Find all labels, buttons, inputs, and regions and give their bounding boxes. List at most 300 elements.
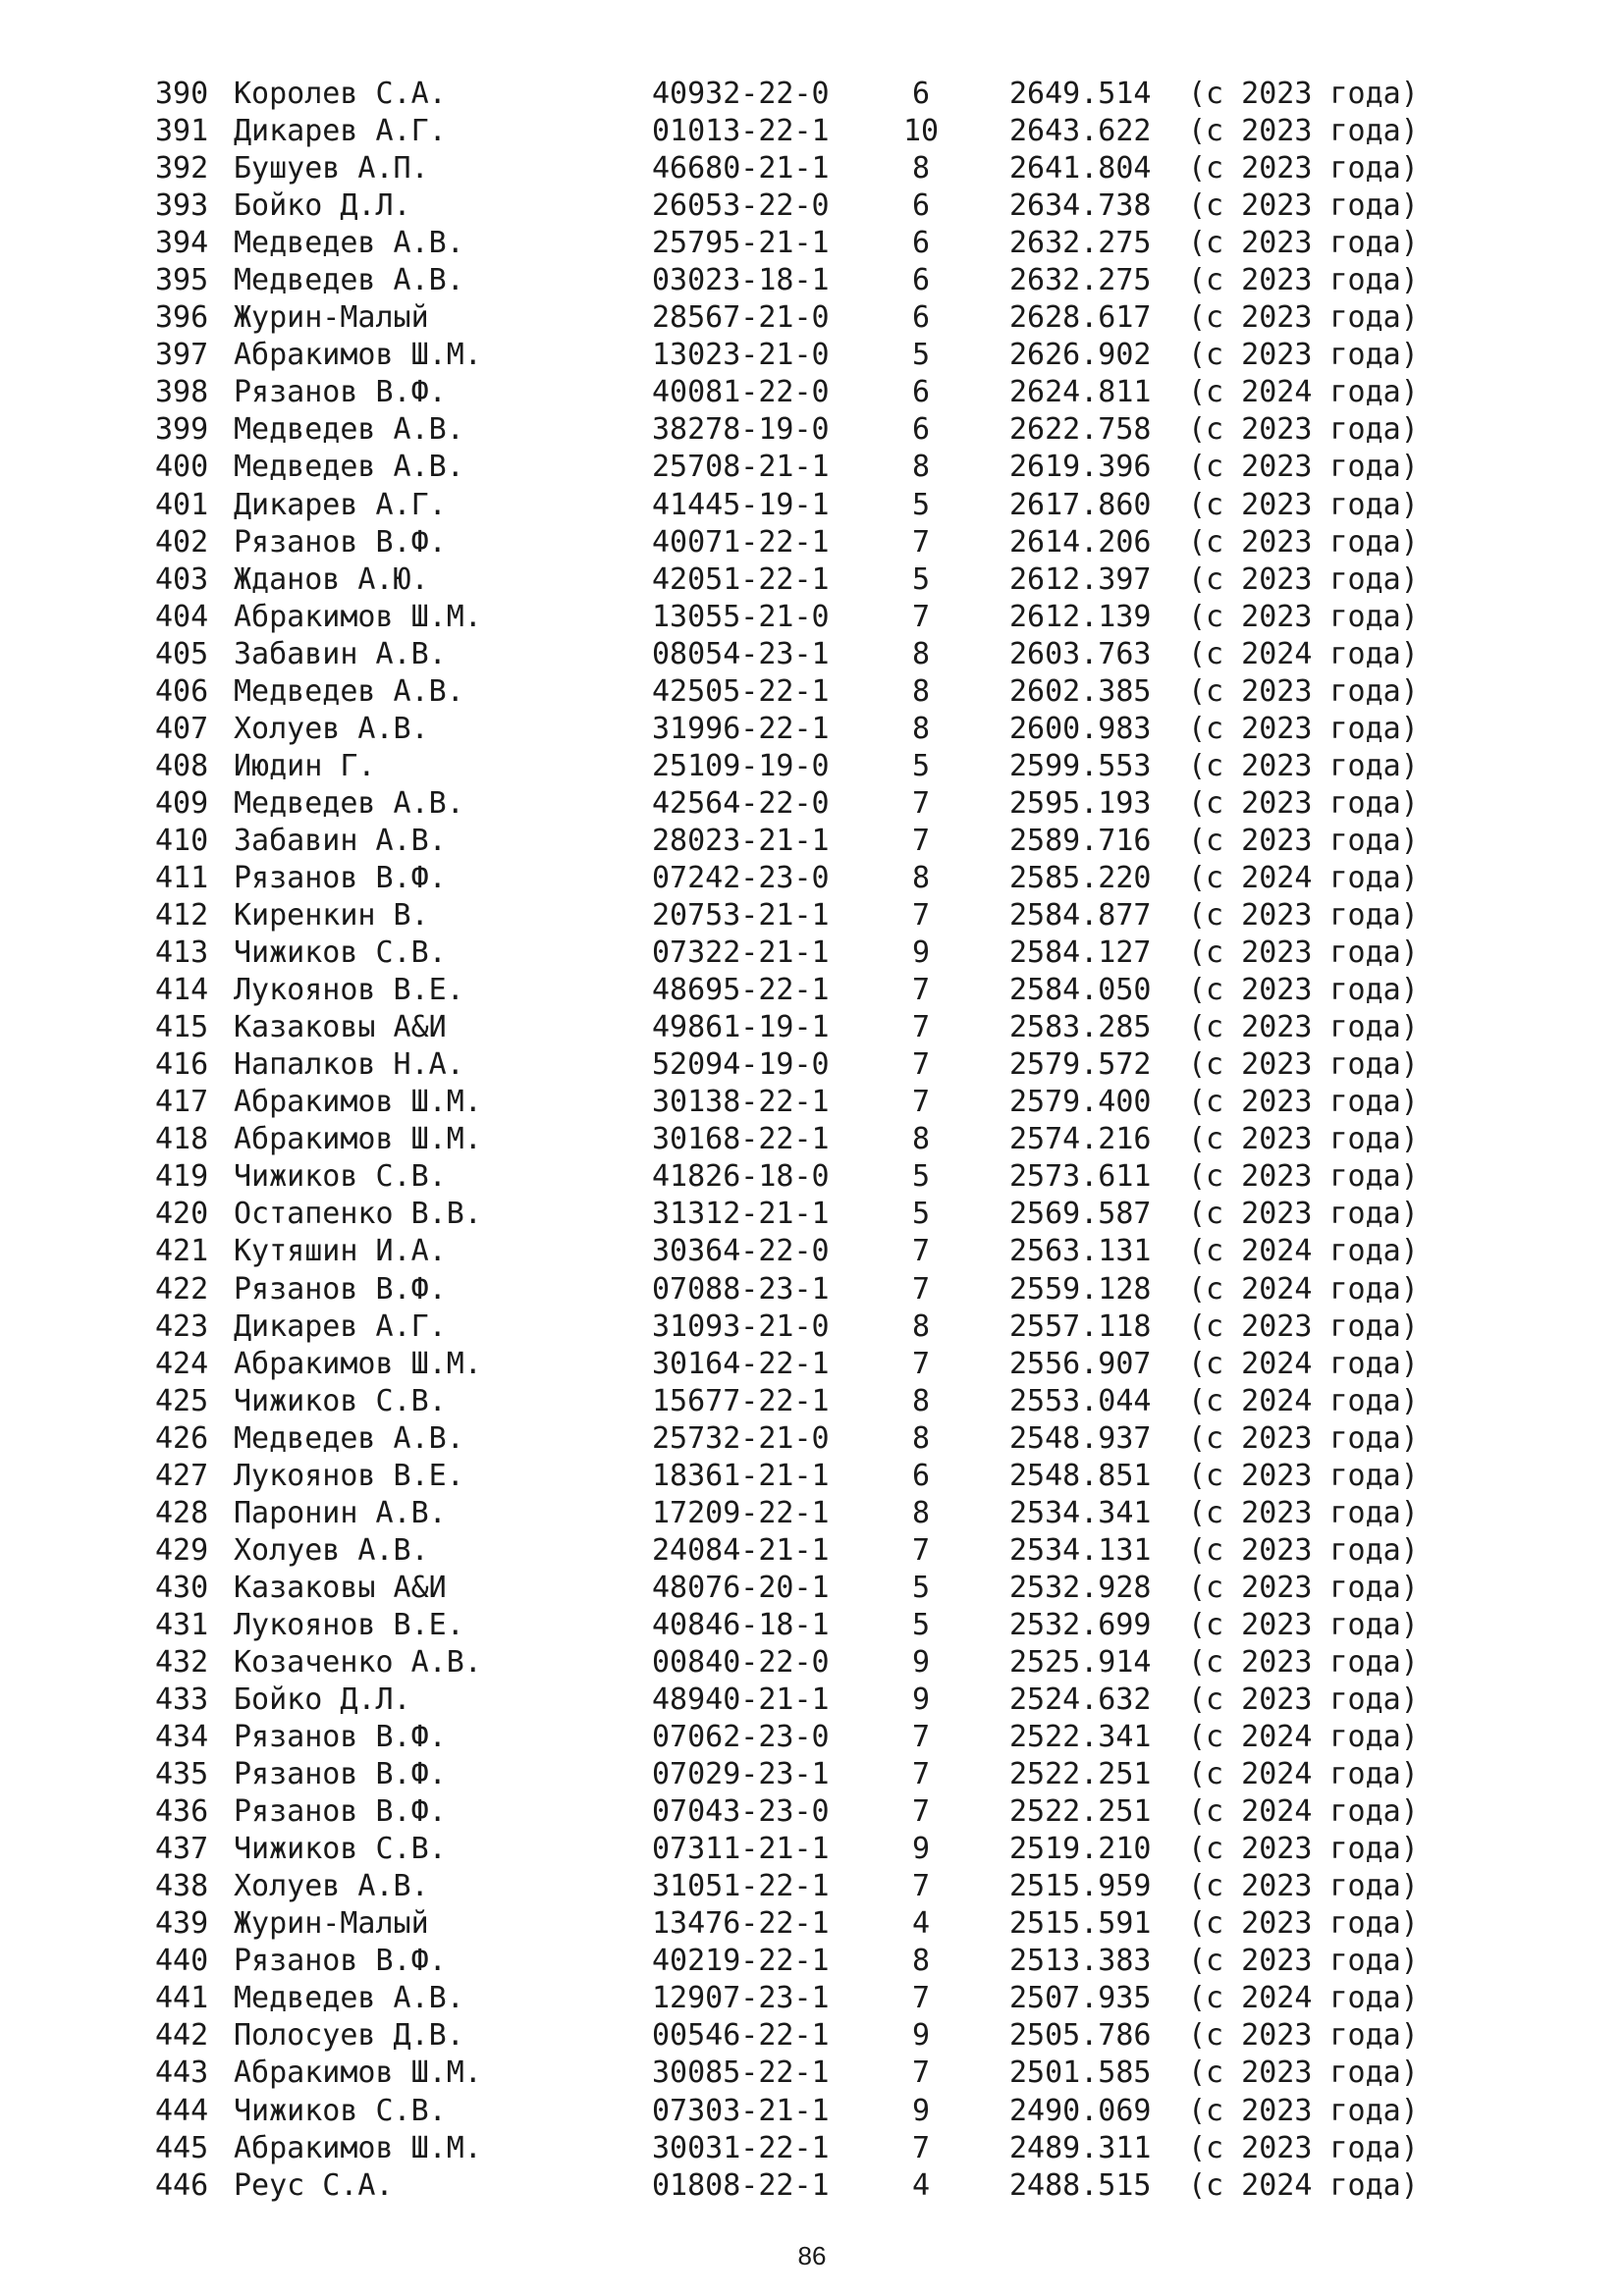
move-count: 6 [911,226,931,261]
rank-number: 431 [155,1607,209,1642]
author-name: Напалков Н.А. [234,1047,464,1083]
since-year: (с 2023 года) [1188,77,1419,111]
problem-code: 01013-22-1 [652,114,830,149]
problem-code: 01808-22-1 [652,2167,830,2203]
rating-score: 2589.716 [1009,823,1152,858]
author-name: Дикарев А.Г. [234,487,447,522]
rank-number: 432 [155,1644,209,1680]
author-name: Холуев А.В. [234,1869,429,1904]
table-row [155,599,1530,636]
problem-code: 07043-23-0 [652,1794,830,1830]
rating-score: 2624.811 [1009,375,1152,410]
author-name: Абракимов Ш.М. [234,2056,482,2091]
rating-score: 2641.804 [1009,151,1152,187]
rating-listing [155,76,1530,2205]
since-year: (с 2023 года) [1188,114,1419,149]
since-year: (с 2023 года) [1188,2056,1419,2091]
since-year: (с 2023 года) [1188,1010,1419,1045]
move-count: 7 [911,1794,931,1830]
problem-code: 13055-21-0 [652,599,830,634]
table-row [155,449,1530,486]
problem-code: 48076-20-1 [652,1570,830,1605]
rank-number: 438 [155,1869,209,1904]
move-count: 4 [911,1906,931,1942]
since-year: (с 2024 года) [1188,2167,1419,2203]
since-year: (с 2023 года) [1188,1944,1419,1979]
since-year: (с 2023 года) [1188,898,1419,934]
since-year: (с 2023 года) [1188,1532,1419,1568]
rank-number: 395 [155,263,209,298]
since-year: (с 2023 года) [1188,1458,1419,1493]
rating-score: 2490.069 [1009,2093,1152,2128]
author-name: Медведев А.В. [234,785,464,821]
author-name: Абракимов Ш.М. [234,338,482,373]
move-count: 7 [911,1720,931,1755]
problem-code: 17209-22-1 [652,1495,830,1530]
move-count: 5 [911,1570,931,1605]
rating-score: 2614.206 [1009,524,1152,560]
problem-code: 40071-22-1 [652,524,830,560]
since-year: (с 2024 года) [1188,1346,1419,1381]
author-name: Медведев А.В. [234,263,464,298]
rank-number: 399 [155,412,209,448]
table-row [155,2130,1530,2167]
move-count: 7 [911,2056,931,2091]
move-count: 8 [911,860,931,895]
table-row [155,2017,1530,2055]
since-year: (с 2023 года) [1188,1122,1419,1157]
rating-score: 2585.220 [1009,860,1152,895]
since-year: (с 2023 года) [1188,450,1419,485]
table-row [155,1196,1530,1233]
problem-code: 13476-22-1 [652,1906,830,1942]
move-count: 7 [911,1346,931,1381]
table-row [155,1308,1530,1346]
problem-code: 03023-18-1 [652,263,830,298]
rank-number: 420 [155,1197,209,1232]
move-count: 4 [911,2167,931,2203]
rank-number: 400 [155,450,209,485]
author-name: Холуев А.В. [234,1532,429,1568]
move-count: 5 [911,1159,931,1195]
table-row [155,1495,1530,1532]
rank-number: 392 [155,151,209,187]
since-year: (с 2024 года) [1188,1271,1419,1307]
since-year: (с 2023 года) [1188,561,1419,597]
author-name: Холуев А.В. [234,711,429,746]
author-name: Забавин А.В. [234,823,447,858]
rank-number: 393 [155,188,209,224]
rating-score: 2574.216 [1009,1122,1152,1157]
since-year: (с 2024 года) [1188,1234,1419,1269]
move-count: 7 [911,823,931,858]
since-year: (с 2023 года) [1188,151,1419,187]
author-name: Абракимов Ш.М. [234,1085,482,1120]
since-year: (с 2023 года) [1188,2018,1419,2054]
author-name: Королев С.А. [234,77,447,111]
table-row [155,1009,1530,1046]
problem-code: 31093-21-0 [652,1308,830,1344]
move-count: 8 [911,151,931,187]
rating-score: 2515.959 [1009,1869,1152,1904]
table-row [155,1458,1530,1495]
move-count: 6 [911,300,931,336]
move-count: 5 [911,748,931,783]
author-name: Абракимов Ш.М. [234,1346,482,1381]
problem-code: 26053-22-0 [652,188,830,224]
problem-code: 48940-21-1 [652,1682,830,1718]
table-row [155,1420,1530,1458]
rank-number: 414 [155,973,209,1008]
rating-score: 2617.860 [1009,487,1152,522]
since-year: (с 2023 года) [1188,1308,1419,1344]
table-row [155,337,1530,374]
move-count: 7 [911,1010,931,1045]
table-row [155,1719,1530,1756]
rating-score: 2553.044 [1009,1383,1152,1418]
rank-number: 445 [155,2130,209,2165]
rating-score: 2583.285 [1009,1010,1152,1045]
author-name: Рязанов В.Ф. [234,860,447,895]
table-row [155,299,1530,337]
rank-number: 440 [155,1944,209,1979]
table-row [155,1046,1530,1084]
rating-score: 2505.786 [1009,2018,1152,2054]
table-row [155,374,1530,411]
author-name: Дикарев А.Г. [234,1308,447,1344]
problem-code: 30364-22-0 [652,1234,830,1269]
table-row [155,411,1530,449]
problem-code: 49861-19-1 [652,1010,830,1045]
table-row [155,1233,1530,1270]
since-year: (с 2023 года) [1188,338,1419,373]
move-count: 8 [911,1308,931,1344]
table-row [155,673,1530,711]
since-year: (с 2023 года) [1188,823,1419,858]
move-count: 5 [911,1607,931,1642]
author-name: Рязанов В.Ф. [234,524,447,560]
since-year: (с 2024 года) [1188,1757,1419,1792]
author-name: Лукоянов В.Е. [234,1458,464,1493]
rating-score: 2489.311 [1009,2130,1152,2165]
move-count: 9 [911,1832,931,1867]
since-year: (с 2024 года) [1188,1383,1419,1418]
table-row [155,1831,1530,1868]
rating-score: 2522.251 [1009,1794,1152,1830]
rank-number: 404 [155,599,209,634]
rating-score: 2632.275 [1009,263,1152,298]
move-count: 7 [911,1757,931,1792]
since-year: (с 2023 года) [1188,711,1419,746]
author-name: Рязанов В.Ф. [234,1720,447,1755]
problem-code: 25732-21-0 [652,1420,830,1456]
author-name: Бушуев А.П. [234,151,429,187]
since-year: (с 2023 года) [1188,412,1419,448]
since-year: (с 2023 года) [1188,1159,1419,1195]
problem-code: 07311-21-1 [652,1832,830,1867]
since-year: (с 2023 года) [1188,263,1419,298]
author-name: Паронин А.В. [234,1495,447,1530]
table-row [155,1756,1530,1793]
problem-code: 31312-21-1 [652,1197,830,1232]
move-count: 6 [911,375,931,410]
rank-number: 415 [155,1010,209,1045]
rank-number: 435 [155,1757,209,1792]
rating-score: 2559.128 [1009,1271,1152,1307]
move-count: 8 [911,1122,931,1157]
author-name: Чижиков С.В. [234,1383,447,1418]
author-name: Рязанов В.Ф. [234,1757,447,1792]
table-row [155,934,1530,972]
since-year: (с 2024 года) [1188,1720,1419,1755]
rating-score: 2522.251 [1009,1757,1152,1792]
table-row [155,748,1530,785]
problem-code: 40932-22-0 [652,77,830,111]
author-name: Реус С.А. [234,2167,394,2203]
problem-code: 38278-19-0 [652,412,830,448]
rating-score: 2602.385 [1009,673,1152,709]
author-name: Чижиков С.В. [234,2093,447,2128]
problem-code: 31051-22-1 [652,1869,830,1904]
rank-number: 391 [155,114,209,149]
move-count: 7 [911,785,931,821]
since-year: (с 2023 года) [1188,1085,1419,1120]
problem-code: 42051-22-1 [652,561,830,597]
rating-score: 2595.193 [1009,785,1152,821]
rank-number: 403 [155,561,209,597]
move-count: 5 [911,487,931,522]
rank-number: 434 [155,1720,209,1755]
author-name: Медведев А.В. [234,1420,464,1456]
move-count: 9 [911,2018,931,2054]
table-row [155,1868,1530,1905]
move-count: 5 [911,561,931,597]
rating-score: 2573.611 [1009,1159,1152,1195]
table-row [155,1383,1530,1420]
since-year: (с 2023 года) [1188,1197,1419,1232]
problem-code: 42564-22-0 [652,785,830,821]
rank-number: 444 [155,2093,209,2128]
problem-code: 18361-21-1 [652,1458,830,1493]
rank-number: 408 [155,748,209,783]
rank-number: 406 [155,673,209,709]
rating-score: 2563.131 [1009,1234,1152,1269]
move-count: 7 [911,1869,931,1904]
move-count: 7 [911,973,931,1008]
rating-score: 2612.139 [1009,599,1152,634]
rank-number: 401 [155,487,209,522]
author-name: Медведев А.В. [234,673,464,709]
rank-number: 419 [155,1159,209,1195]
rating-score: 2488.515 [1009,2167,1152,2203]
table-row [155,1607,1530,1644]
rating-score: 2643.622 [1009,114,1152,149]
since-year: (с 2024 года) [1188,860,1419,895]
move-count: 7 [911,599,931,634]
problem-code: 13023-21-0 [652,338,830,373]
rank-number: 410 [155,823,209,858]
since-year: (с 2023 года) [1188,748,1419,783]
table-row [155,2093,1530,2130]
rank-number: 394 [155,226,209,261]
rating-score: 2534.131 [1009,1532,1152,1568]
move-count: 7 [911,898,931,934]
move-count: 8 [911,711,931,746]
table-row [155,2167,1530,2205]
rank-number: 424 [155,1346,209,1381]
rank-number: 396 [155,300,209,336]
rank-number: 446 [155,2167,209,2203]
move-count: 7 [911,1047,931,1083]
table-row [155,1682,1530,1719]
rating-score: 2603.763 [1009,636,1152,671]
move-count: 7 [911,1532,931,1568]
problem-code: 20753-21-1 [652,898,830,934]
table-row [155,113,1530,150]
table-row [155,150,1530,187]
author-name: Рязанов В.Ф. [234,1944,447,1979]
table-row [155,972,1530,1009]
author-name: Рязанов В.Ф. [234,1794,447,1830]
table-row [155,2055,1530,2092]
problem-code: 40219-22-1 [652,1944,830,1979]
rating-score: 2626.902 [1009,338,1152,373]
rank-number: 427 [155,1458,209,1493]
problem-code: 46680-21-1 [652,151,830,187]
rank-number: 397 [155,338,209,373]
rank-number: 442 [155,2018,209,2054]
rating-score: 2507.935 [1009,1981,1152,2016]
rank-number: 429 [155,1532,209,1568]
rank-number: 398 [155,375,209,410]
problem-code: 08054-23-1 [652,636,830,671]
rank-number: 423 [155,1308,209,1344]
since-year: (с 2023 года) [1188,785,1419,821]
table-row [155,262,1530,299]
problem-code: 48695-22-1 [652,973,830,1008]
author-name: Июдин Г. [234,748,376,783]
problem-code: 07303-21-1 [652,2093,830,2128]
problem-code: 30138-22-1 [652,1085,830,1120]
rating-score: 2579.400 [1009,1085,1152,1120]
table-row [155,1793,1530,1831]
rating-score: 2584.127 [1009,935,1152,971]
rank-number: 433 [155,1682,209,1718]
problem-code: 07242-23-0 [652,860,830,895]
move-count: 7 [911,1085,931,1120]
since-year: (с 2023 года) [1188,1644,1419,1680]
rating-score: 2569.587 [1009,1197,1152,1232]
rank-number: 390 [155,77,209,111]
problem-code: 15677-22-1 [652,1383,830,1418]
since-year: (с 2023 года) [1188,524,1419,560]
table-row [155,1121,1530,1158]
author-name: Рязанов В.Ф. [234,375,447,410]
rating-score: 2612.397 [1009,561,1152,597]
problem-code: 00546-22-1 [652,2018,830,2054]
author-name: Жданов А.Ю. [234,561,429,597]
move-count: 9 [911,935,931,971]
rank-number: 409 [155,785,209,821]
rating-score: 2622.758 [1009,412,1152,448]
rating-score: 2524.632 [1009,1682,1152,1718]
since-year: (с 2023 года) [1188,2093,1419,2128]
problem-code: 12907-23-1 [652,1981,830,2016]
move-count: 8 [911,636,931,671]
author-name: Казаковы А&И [234,1010,447,1045]
since-year: (с 2024 года) [1188,636,1419,671]
rating-score: 2548.851 [1009,1458,1152,1493]
rating-score: 2522.341 [1009,1720,1152,1755]
since-year: (с 2023 года) [1188,1495,1419,1530]
problem-code: 42505-22-1 [652,673,830,709]
since-year: (с 2023 года) [1188,935,1419,971]
rating-score: 2619.396 [1009,450,1152,485]
move-count: 7 [911,1234,931,1269]
rank-number: 411 [155,860,209,895]
move-count: 6 [911,1458,931,1493]
since-year: (с 2023 года) [1188,1047,1419,1083]
since-year: (с 2023 года) [1188,673,1419,709]
since-year: (с 2023 года) [1188,1869,1419,1904]
table-row [155,1158,1530,1196]
move-count: 6 [911,77,931,111]
problem-code: 41445-19-1 [652,487,830,522]
table-row [155,487,1530,524]
move-count: 6 [911,412,931,448]
author-name: Бойко Д.Л. [234,1682,411,1718]
rank-number: 422 [155,1271,209,1307]
move-count: 8 [911,673,931,709]
move-count: 7 [911,524,931,560]
since-year: (с 2023 года) [1188,973,1419,1008]
table-row [155,1346,1530,1383]
table-row [155,76,1530,113]
since-year: (с 2023 года) [1188,2130,1419,2165]
rank-number: 430 [155,1570,209,1605]
author-name: Медведев А.В. [234,450,464,485]
table-row [155,1905,1530,1943]
table-row [155,823,1530,860]
rating-score: 2534.341 [1009,1495,1152,1530]
rating-score: 2584.877 [1009,898,1152,934]
problem-code: 07088-23-1 [652,1271,830,1307]
since-year: (с 2023 года) [1188,487,1419,522]
problem-code: 28023-21-1 [652,823,830,858]
table-row [155,1084,1530,1121]
rating-score: 2599.553 [1009,748,1152,783]
since-year: (с 2023 года) [1188,1420,1419,1456]
since-year: (с 2023 года) [1188,226,1419,261]
page-number: 86 [797,2241,827,2270]
since-year: (с 2023 года) [1188,1906,1419,1942]
table-row [155,1271,1530,1308]
rating-score: 2548.937 [1009,1420,1152,1456]
rating-score: 2600.983 [1009,711,1152,746]
rank-number: 417 [155,1085,209,1120]
author-name: Полосуев Д.В. [234,2018,464,2054]
problem-code: 30164-22-1 [652,1346,830,1381]
rating-score: 2532.928 [1009,1570,1152,1605]
author-name: Чижиков С.В. [234,1159,447,1195]
problem-code: 30168-22-1 [652,1122,830,1157]
table-row [155,1532,1530,1570]
rating-score: 2515.591 [1009,1906,1152,1942]
since-year: (с 2023 года) [1188,1570,1419,1605]
author-name: Медведев А.В. [234,226,464,261]
move-count: 10 [902,114,940,149]
since-year: (с 2023 года) [1188,188,1419,224]
